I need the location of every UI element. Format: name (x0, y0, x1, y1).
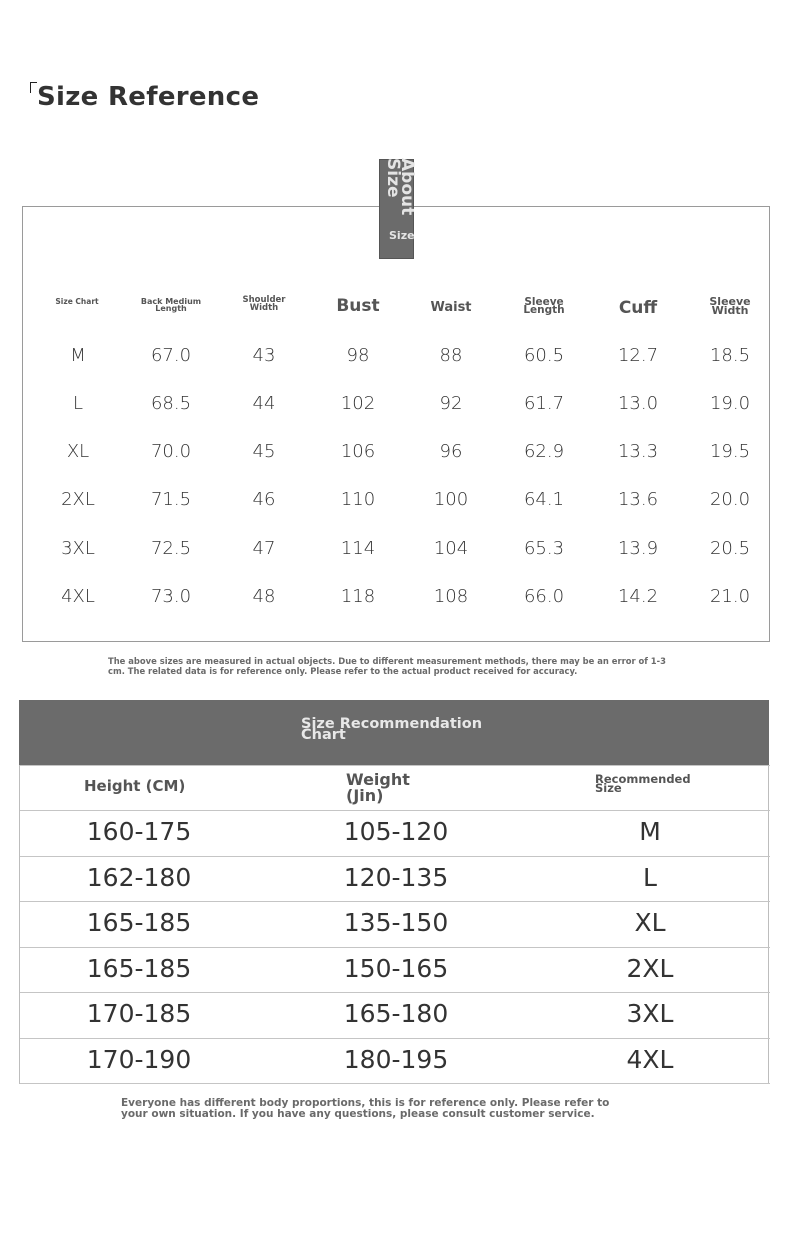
size-cell: 21.0 (709, 586, 751, 607)
size-cell: 18.5 (709, 345, 751, 366)
size-cell: 108 (433, 586, 469, 607)
size-cell: 102 (340, 393, 376, 414)
recommendation-cell: 2XL (626, 953, 674, 983)
recommendation-cell: 180-195 (343, 1044, 449, 1074)
size-cell: 114 (340, 538, 376, 559)
header-bust: Bust (336, 296, 380, 316)
recommendation-cell: 170-185 (86, 999, 192, 1028)
size-cell: 68.5 (150, 393, 192, 414)
size-cell: 96 (439, 441, 463, 462)
size-cell: 64.1 (523, 489, 565, 510)
header-waist: Waist (430, 300, 472, 315)
recommendation-cell: 160-175 (86, 817, 192, 846)
recommendation-cell: M (639, 817, 661, 846)
recommendation-cell: 135-150 (343, 908, 449, 937)
size-cell: 45 (252, 441, 276, 462)
row-divider (20, 901, 770, 902)
size-cell: 47 (252, 538, 276, 559)
size-cell: 104 (433, 538, 469, 559)
about-size-vertical-label: About Size (383, 158, 417, 216)
size-cell: L (72, 393, 84, 414)
size-cell: 13.9 (617, 538, 659, 559)
size-cell: M (70, 345, 86, 366)
size-cell: 92 (439, 393, 463, 414)
recommendation-cell: XL (634, 908, 666, 937)
size-cell: 4XL (61, 586, 95, 607)
recommendation-cell: 170-190 (86, 1044, 192, 1074)
size-cell: XL (66, 441, 90, 462)
size-cell: 88 (439, 345, 463, 366)
size-cell: 13.3 (617, 441, 659, 462)
size-cell: 62.9 (523, 441, 565, 462)
size-cell: 65.3 (523, 538, 565, 559)
about-size-tab (379, 158, 417, 259)
size-cell: 13.6 (617, 489, 659, 510)
header-cuff: Cuff (618, 298, 658, 318)
size-cell: 110 (340, 489, 376, 510)
rec-header-height: Height (CM) (84, 777, 186, 795)
size-cell: 98 (346, 345, 370, 366)
size-cell: 66.0 (523, 586, 565, 607)
recommendation-header-bar (19, 700, 769, 765)
recommendation-cell: 165-185 (86, 908, 192, 937)
measurement-note: The above sizes are measured in actual objects. Due to different measurement methods, there may be an error of 1-3 cm. The related data is for reference only. Please refer to the actual product received for accuracy. (108, 656, 666, 676)
size-cell: 72.5 (150, 538, 192, 559)
recommendation-cell: 162-180 (86, 862, 192, 892)
title-corner-bracket (30, 82, 37, 93)
header-size-chart: Size Chart (55, 297, 99, 306)
size-cell: 71.5 (150, 489, 192, 510)
row-divider (20, 992, 770, 993)
rec-header-recommended-size: Recommended Size (595, 772, 691, 795)
size-cell: 2XL (61, 489, 95, 510)
page-title: Size Reference (37, 82, 260, 112)
recommendation-cell: 105-120 (343, 817, 449, 846)
recommendation-cell: 120-135 (343, 862, 449, 892)
size-cell: 61.7 (523, 393, 565, 414)
size-cell: 67.0 (150, 345, 192, 366)
size-cell: 19.0 (709, 393, 751, 414)
row-divider (20, 947, 770, 948)
recommendation-cell: L (643, 862, 657, 892)
size-cell: 73.0 (150, 586, 192, 607)
size-recommendation-chart (19, 700, 769, 1084)
size-reference-box (22, 206, 770, 642)
header-sleeve-length: Sleeve Length (523, 296, 565, 316)
header-back-medium-length: Back Medium Length (140, 297, 202, 313)
size-cell: 44 (252, 393, 276, 414)
header-shoulder-width: Shoulder Width (242, 295, 286, 313)
size-cell: 46 (252, 489, 276, 510)
size-cell: 70.0 (150, 441, 192, 462)
row-divider (20, 1038, 770, 1039)
about-size-bottom-label: Size (389, 229, 415, 242)
recommendation-cell: 165-185 (86, 953, 192, 983)
recommendation-cell: 4XL (626, 1044, 674, 1074)
size-cell: 43 (252, 345, 276, 366)
header-sleeve-width: Sleeve Width (709, 295, 751, 317)
size-cell: 48 (252, 586, 276, 607)
size-cell: 14.2 (617, 586, 659, 607)
size-cell: 3XL (61, 538, 95, 559)
size-cell: 12.7 (617, 345, 659, 366)
size-cell: 106 (340, 441, 376, 462)
recommendation-grid (19, 765, 769, 1084)
size-cell: 20.0 (709, 489, 751, 510)
size-cell: 19.5 (709, 441, 751, 462)
recommendation-cell: 165-180 (343, 999, 449, 1028)
size-cell: 118 (340, 586, 376, 607)
size-cell: 20.5 (709, 538, 751, 559)
recommendation-note: Everyone has different body proportions, this is for reference only. Please refer to your own situation. If you have any questions, please consult customer service. (121, 1097, 610, 1120)
recommendation-cell: 3XL (626, 999, 674, 1028)
size-cell: 60.5 (523, 345, 565, 366)
rec-header-weight: Weight (Jin) (346, 770, 410, 805)
recommendation-cell: 150-165 (343, 953, 449, 983)
recommendation-title: Size Recommendation Chart (301, 716, 483, 743)
size-cell: 100 (433, 489, 469, 510)
row-divider (20, 856, 770, 857)
size-cell: 13.0 (617, 393, 659, 414)
